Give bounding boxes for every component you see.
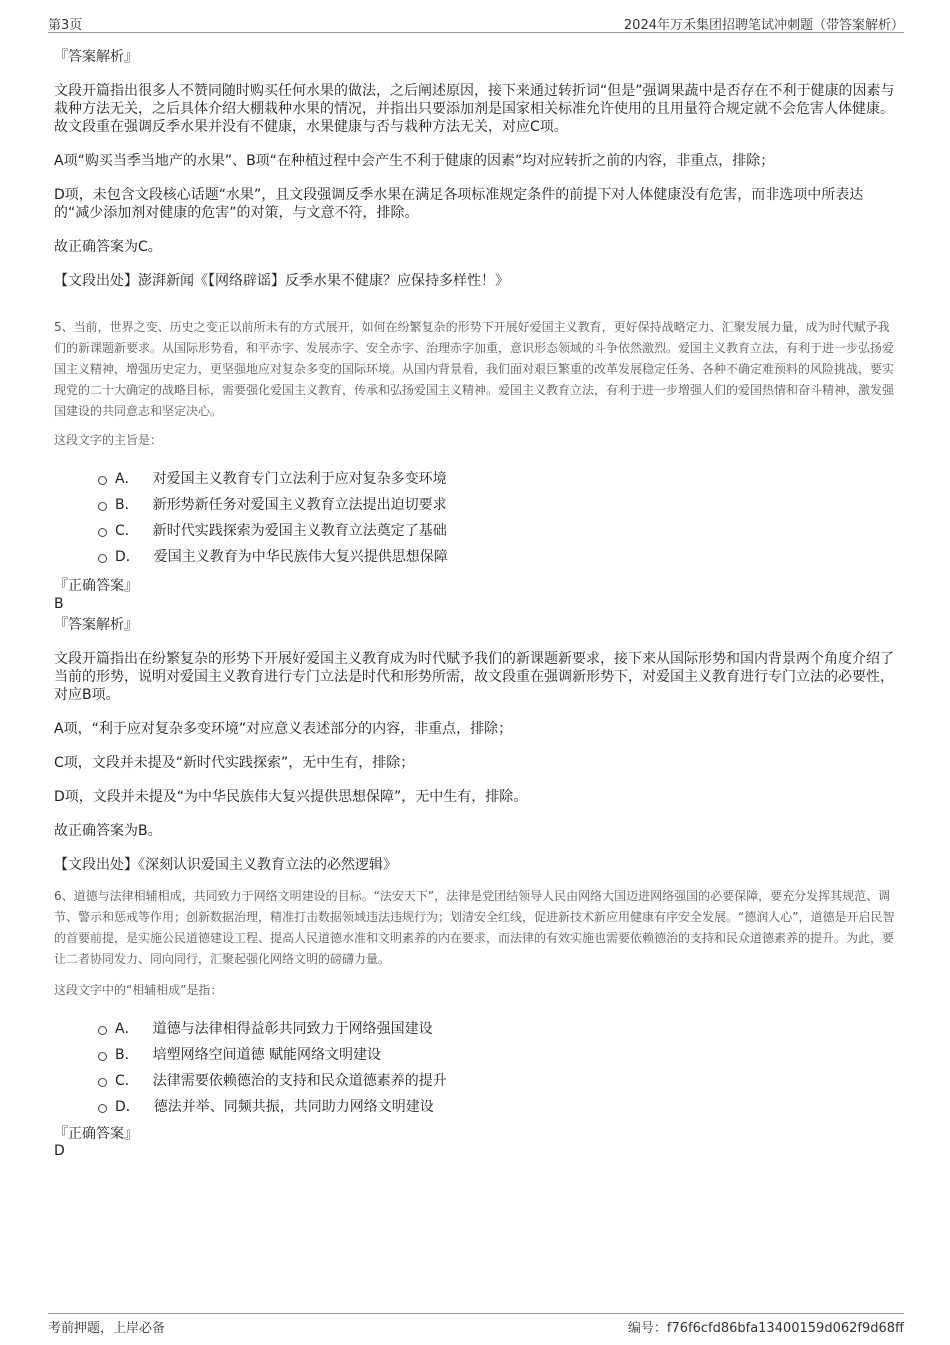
question-stem: 5、当前，世界之变、历史之变正以前所未有的方式展开，如何在纷繁复杂的形势下开展好爱国主义教育，更好保持战略定力、汇聚发展力量，成为时代赋予我们的新课题新要求。从国际形势看，和平赤字、发展赤字、安全赤字、治理赤字加重，意识形态领域的斗争依然激烈。爱国主义教育立法，有利于进一步弘扬爱国主义精神，增强历史定力，更坚强地应对复杂多变的国际环境。从国内背景看，我们面对艰巨繁重的改革发展稳定任务、各种不确定难预料的风险挑战，要实现党的二十大确定的战略目标，需要强化爱国主义教育，传承和弘扬爱国主义精神。爱国主义教育立法，有利于进一步增强人们的爱国热情和奋斗精神，激发强国建设的共同意志和坚定决心。 xyxy=(54,320,895,418)
question-stem: 6、道德与法律相辅相成，共同致力于网络文明建设的目标。“法安天下”，法律是党团结领导人民由网络大国迈进网络强国的必要保障，要充分发挥其规范、调节、警示和惩戒等作用；创新数据治理，精准打击数据领域违法违规行为；划清安全红线，促进新技术新应用健康有序安全发展。“德润人心”，道德是开启民智的首要前提，是实施公民道德建设工程、提高人民道德水准和文明素养的内在要求，而法律的有效实施也需要依赖德治的支持和民众道德素养的提升。为此，要让二者协同发力、同向同行，汇聚起强化网络文明的磅礴力量。 xyxy=(54,889,895,966)
radio-icon[interactable] xyxy=(98,1052,107,1061)
option-c[interactable] xyxy=(98,1069,447,1091)
option-text: 德法并举、同频共振，共同助力网络文明建设 xyxy=(153,1099,434,1115)
radio-icon[interactable] xyxy=(98,1026,107,1035)
option-letter: A． xyxy=(115,471,139,487)
question-prompt: 这段文字中的“相辅相成”是指： xyxy=(54,983,223,997)
analysis-line-a: A项，“利于应对复杂多变环境”对应意义表述部分的内容，非重点，排除； xyxy=(54,721,513,737)
option-text: 道德与法律相得益彰共同致力于网络强国建设 xyxy=(152,1021,433,1037)
analysis-line-c: C项，文段并未提及“新时代实践探索”，无中生有，排除； xyxy=(54,755,415,771)
question-prompt: 这段文字的主旨是： xyxy=(54,433,163,447)
analysis-paragraph: 文段开篇指出很多人不赞同随时购买任何水果的做法，之后阐述原因，接下来通过转折词“但是”强调果蔬中是否存在不利于健康的因素与栽种方法无关，之后具体介绍大棚栽种水果的情况，并指出只要添加剂是国家相关标准允许使用的且用量符合规定就不会危害人体健康。故文段重在强调反季水果并没有不健康，水果健康与否与栽种方法无关，对应C项。 xyxy=(54,83,895,135)
option-a[interactable] xyxy=(98,1017,433,1039)
page-number: 第3页 xyxy=(48,18,83,33)
option-letter: C． xyxy=(115,523,139,539)
option-letter: D． xyxy=(115,549,140,565)
radio-icon[interactable] xyxy=(98,476,107,485)
analysis-line-ab: A项“购买当季当地产的水果”、B项“在种植过程中会产生不利于健康的因素”均对应转折之前的内容，非重点，排除； xyxy=(54,153,775,169)
option-text: 对爱国主义教育专门立法利于应对复杂多变环境 xyxy=(152,471,447,487)
source-citation: 【文段出处】《深刻认识爱国主义教育立法的必然逻辑》 xyxy=(54,857,397,873)
option-letter: D． xyxy=(115,1099,140,1115)
analysis-paragraph: 文段开篇指出在纷繁复杂的形势下开展好爱国主义教育成为时代赋予我们的新课题新要求，接下来从国际形势和国内背景两个角度介绍了当前的形势，说明对爱国主义教育进行专门立法是时代和形势所需，故文段重在强调新形势下，对爱国主义教育进行专门立法的必要性，对应B项。 xyxy=(54,651,894,703)
analysis-conclusion: 故正确答案为B。 xyxy=(54,823,162,839)
radio-icon[interactable] xyxy=(98,1104,107,1113)
option-c[interactable] xyxy=(98,519,447,541)
correct-answer: D xyxy=(54,1143,65,1159)
option-d[interactable] xyxy=(98,1095,434,1117)
radio-icon[interactable] xyxy=(98,1078,107,1087)
correct-answer: B xyxy=(54,596,64,612)
option-text: 新时代实践探索为爱国主义教育立法奠定了基础 xyxy=(152,523,447,539)
page-header xyxy=(48,12,904,33)
correct-answer-label: 『正确答案』 xyxy=(54,1126,138,1142)
option-d[interactable] xyxy=(98,545,448,567)
footer-slogan: 考前押题，上岸必备 xyxy=(48,1321,166,1336)
analysis-line-d: D项，未包含文段核心话题“水果”，且文段强调反季水果在满足各项标准规定条件的前提下对人体健康没有危害，而非选项中所表达的“减少添加剂对健康的危害”的对策，与文意不符，排除。 xyxy=(54,187,864,221)
option-text: 新形势新任务对爱国主义教育立法提出迫切要求 xyxy=(152,497,447,513)
analysis-label: 『答案解析』 xyxy=(54,617,138,633)
option-letter: C． xyxy=(115,1073,139,1089)
radio-icon[interactable] xyxy=(98,554,107,563)
option-letter: B． xyxy=(115,497,139,513)
option-text: 爱国主义教育为中华民族伟大复兴提供思想保障 xyxy=(153,549,448,565)
correct-answer-label: 『正确答案』 xyxy=(54,578,138,594)
option-text: 培塑网络空间道德 赋能网络文明建设 xyxy=(152,1047,382,1063)
analysis-label: 『答案解析』 xyxy=(54,49,138,65)
page-footer xyxy=(48,1313,904,1338)
option-letter: A． xyxy=(115,1021,139,1037)
document-id: 编号：f76f6cfd86bfa13400159d062f9d68ff xyxy=(627,1321,904,1336)
option-text: 法律需要依赖德治的支持和民众道德素养的提升 xyxy=(152,1073,447,1089)
radio-icon[interactable] xyxy=(98,502,107,511)
analysis-conclusion: 故正确答案为C。 xyxy=(54,239,162,255)
option-letter: B． xyxy=(115,1047,139,1063)
source-citation: 【文段出处】澎湃新闻《【网络辟谣】反季水果不健康？应保持多样性！》 xyxy=(54,273,509,289)
option-a[interactable] xyxy=(98,467,447,489)
option-b[interactable] xyxy=(98,493,447,515)
option-b[interactable] xyxy=(98,1043,381,1065)
analysis-line-d: D项，文段并未提及“为中华民族伟大复兴提供思想保障”，无中生有，排除。 xyxy=(54,789,528,805)
radio-icon[interactable] xyxy=(98,528,107,537)
document-title: 2024年万禾集团招聘笔试冲刺题（带答案解析） xyxy=(623,18,904,33)
